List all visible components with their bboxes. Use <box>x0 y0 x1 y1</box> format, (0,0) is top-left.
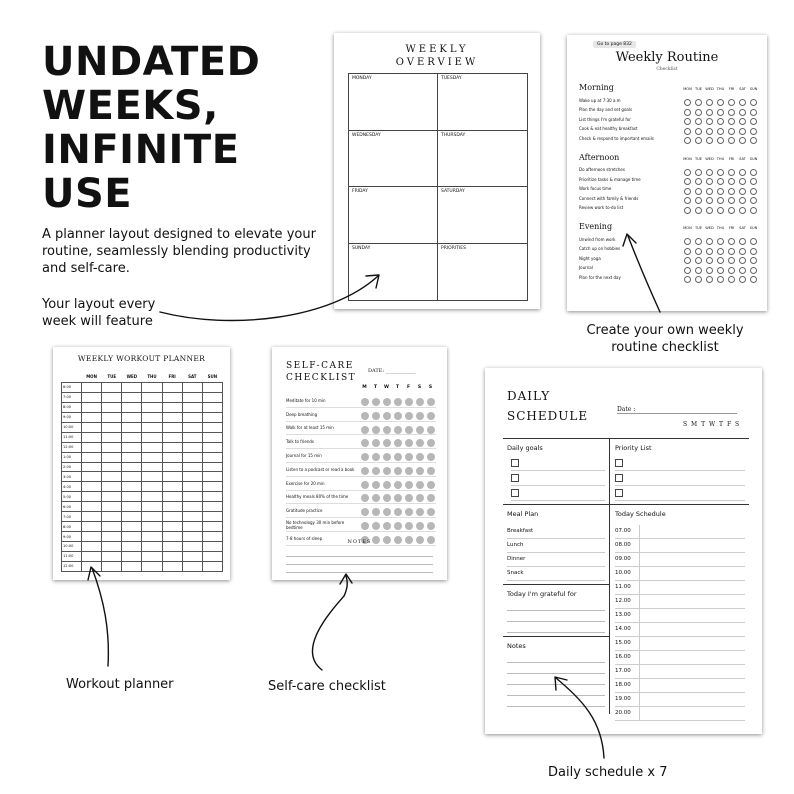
arrow-to-daily-icon <box>555 677 604 758</box>
routine-day-header: TUE <box>694 87 703 91</box>
selfcare-item-label: Healthy meals 80% of the time <box>286 494 349 500</box>
workout-time: 3:00 <box>62 472 82 482</box>
caption-layout: Your layout every week will feature <box>42 297 156 329</box>
caption-workout: Workout planner <box>66 677 174 692</box>
routine-day-header: MON <box>683 226 692 230</box>
caption-selfcare: Self-care checklist <box>268 679 386 694</box>
routine-section-name: Morning <box>579 83 614 92</box>
selfcare-item-label: Gratitude practice <box>286 508 323 514</box>
routine-item-label: Catch up on hobbies <box>579 246 621 252</box>
workout-time: 12:00 <box>62 561 82 571</box>
workout-time: 11:00 <box>62 432 82 442</box>
routine-item-label: Prioritize tasks & manage time <box>579 176 641 182</box>
priority-list-label: Priority List <box>615 444 652 452</box>
hour-label: 19.00 <box>615 693 640 706</box>
selfcare-day-header: S <box>428 385 433 390</box>
caption-daily: Daily schedule x 7 <box>548 765 668 780</box>
routine-item-label: Do afternoon stretches <box>579 167 625 173</box>
hour-label: 08.00 <box>615 539 640 552</box>
arrow-to-workout-icon <box>88 567 108 666</box>
workout-time: 8:00 <box>62 522 82 532</box>
selfcare-item-label: Journal for 15 min <box>286 453 322 459</box>
workout-time: 6:00 <box>62 502 82 512</box>
hour-label: 16.00 <box>615 651 640 664</box>
routine-day-header: SUN <box>749 156 758 161</box>
hour-label: 10.00 <box>615 567 640 580</box>
workout-time: 10:00 <box>62 542 82 552</box>
routine-day-header: WED <box>705 87 714 91</box>
arrow-to-routine-icon <box>623 234 660 312</box>
hour-label: 07.00 <box>615 525 640 538</box>
title-line: WEEKLY <box>405 44 469 55</box>
routine-day-header: SUN <box>749 87 758 91</box>
day-cell: SATURDAY <box>438 187 527 244</box>
title-line: SELF-CARE <box>286 361 354 371</box>
routine-day-header: THU <box>716 156 725 161</box>
workout-time: 8:00 <box>62 402 82 412</box>
hour-label: 20.00 <box>615 707 640 720</box>
selfcare-item-label: 7-8 hours of sleep <box>286 535 323 541</box>
workout-day-header: THU <box>147 374 157 379</box>
title-line: SCHEDULE <box>507 409 589 423</box>
workout-time: 12:00 <box>62 442 82 452</box>
day-cell: WEDNESDAY <box>349 131 438 188</box>
workout-day-header: SAT <box>188 374 197 379</box>
routine-item-label: Wake up at 7:30 a.m <box>579 97 621 103</box>
hour-label: 13.00 <box>615 609 640 622</box>
selfcare-item-label: Deep breathing <box>286 411 318 417</box>
meal-row: Breakfast <box>507 525 605 539</box>
workout-time: 1:00 <box>62 452 82 462</box>
hour-label: 14.00 <box>615 623 640 636</box>
routine-item-label: Plan for the next day <box>579 274 621 280</box>
workout-time: 7:00 <box>62 392 82 402</box>
workout-time: 10:00 <box>62 422 82 432</box>
workout-time: 9:00 <box>62 412 82 422</box>
selfcare-item-label: Listen to a podcast or read a book <box>286 466 355 472</box>
routine-section-name: Afternoon <box>579 152 620 162</box>
routine-day-header: TUE <box>694 226 703 230</box>
headline-line: UNDATED <box>42 39 261 85</box>
selfcare-item-label: Exercise for 20 min <box>286 480 325 486</box>
headline-line: WEEKS, <box>42 83 219 129</box>
today-schedule-label: Today Schedule <box>615 510 666 518</box>
daily-date-label: Date : <box>617 406 737 414</box>
priorities-cell: PRIORITIES <box>441 245 466 251</box>
day-cell: TUESDAY <box>438 74 527 131</box>
routine-day-header: TUE <box>694 156 703 161</box>
caption-routine: Create your own weekly routine checklist <box>586 323 744 355</box>
workout-day-header: WED <box>126 374 138 379</box>
selfcare-day-header: F <box>406 385 411 390</box>
day-cell: THURSDAY <box>438 131 527 188</box>
routine-item-label: Work focus time <box>579 186 612 192</box>
arrow-to-overview-icon <box>160 275 379 320</box>
routine-day-header: SAT <box>739 87 746 91</box>
routine-day-header: WED <box>705 156 714 161</box>
notes-label: Notes <box>507 642 526 650</box>
routine-day-header: SAT <box>739 156 746 161</box>
routine-item-label: Journal <box>579 265 593 271</box>
workout-time: 11:00 <box>62 551 82 561</box>
routine-item-label: Connect with family & friends <box>579 195 639 201</box>
workout-time: 7:00 <box>62 512 82 522</box>
headline-line: USE <box>42 171 133 217</box>
day-cell: FRIDAY <box>349 187 438 244</box>
routine-item-label: Night yoga <box>579 255 601 261</box>
selfcare-day-header: T <box>373 385 378 390</box>
hour-label: 17.00 <box>615 665 640 678</box>
selfcare-day-header: S <box>417 385 422 390</box>
routine-day-header: FRI <box>728 156 735 161</box>
selfcare-item-label: No technology 30 min before bedtime <box>286 519 345 530</box>
hour-label: 09.00 <box>615 553 640 566</box>
routine-day-header: FRI <box>728 226 735 230</box>
workout-day-header: FRI <box>168 374 176 379</box>
workout-day-header: TUE <box>107 374 117 379</box>
routine-item-label: List things I'm grateful for <box>579 116 631 122</box>
workout-time: 9:00 <box>62 532 82 542</box>
selfcare-item-label: Walk for at least 15 min <box>286 425 334 431</box>
routine-day-header: SUN <box>749 226 758 230</box>
routine-section-name: Evening <box>579 222 613 231</box>
hour-label: 12.00 <box>615 595 640 608</box>
goto-page-badge[interactable]: Go to page 832 <box>593 41 636 48</box>
workout-time: 5:00 <box>62 492 82 502</box>
meal-plan-label: Meal Plan <box>507 510 539 518</box>
day-cell: SUNDAY <box>349 244 438 301</box>
workout-day-header: SUN <box>207 374 218 379</box>
workout-time: 2:00 <box>62 462 82 472</box>
selfcare-notes-label: NOTES <box>347 539 372 545</box>
hour-label: 15.00 <box>615 637 640 650</box>
routine-day-header: MON <box>683 87 692 91</box>
subtitle: A planner layout designed to elevate your routine, seamlessly blending productivity and self-care. <box>42 227 316 276</box>
selfcare-item-label: Talk to friends <box>286 439 315 445</box>
routine-item-label: Plan the day and set goals <box>579 107 633 113</box>
selfcare-day-header: T <box>395 385 400 390</box>
routine-item-label: Check & respond to important emails <box>579 135 654 141</box>
hour-label: 18.00 <box>615 679 640 692</box>
title-line: CHECKLIST <box>286 373 357 383</box>
routine-subtitle: Checklist <box>656 67 678 72</box>
hour-label: 11.00 <box>615 581 640 594</box>
routine-title: Weekly Routine <box>615 50 719 65</box>
routine-day-header: SAT <box>739 226 746 230</box>
meal-row: Lunch <box>507 539 605 553</box>
title-line: OVERVIEW <box>395 57 479 68</box>
arrow-to-selfcare-icon <box>312 574 352 670</box>
selfcare-day-header: W <box>384 385 389 390</box>
routine-item-label: Cook & eat healthy breakfast <box>579 126 638 132</box>
routine-day-header: THU <box>716 87 725 91</box>
day-cell: MONDAY <box>349 74 438 131</box>
selfcare-date-label: DATE: ____________ <box>368 368 416 374</box>
workout-time: 6:00 <box>62 383 82 393</box>
meal-row: Dinner <box>507 553 605 567</box>
selfcare-item-label: Meditate for 10 min <box>286 397 326 403</box>
routine-day-header: WED <box>705 226 714 230</box>
daily-weekdays: S M T W T F S <box>683 421 741 428</box>
workout-day-header: MON <box>86 374 97 379</box>
routine-item-label: Unwind from work <box>579 236 616 242</box>
grateful-label: Today I'm grateful for <box>507 590 577 598</box>
workout-time: 4:00 <box>62 482 82 492</box>
workout-title: WEEKLY WORKOUT PLANNER <box>77 354 206 363</box>
routine-day-header: FRI <box>728 87 735 91</box>
title-line: DAILY <box>507 389 551 403</box>
daily-goals-label: Daily goals <box>507 444 543 452</box>
routine-day-header: THU <box>716 226 725 230</box>
routine-item-label: Review work to-do list <box>579 205 624 211</box>
selfcare-day-header: M <box>362 385 367 390</box>
routine-day-header: MON <box>683 156 692 161</box>
meal-row: Snack <box>507 567 605 581</box>
headline-line: INFINITE <box>42 127 240 173</box>
